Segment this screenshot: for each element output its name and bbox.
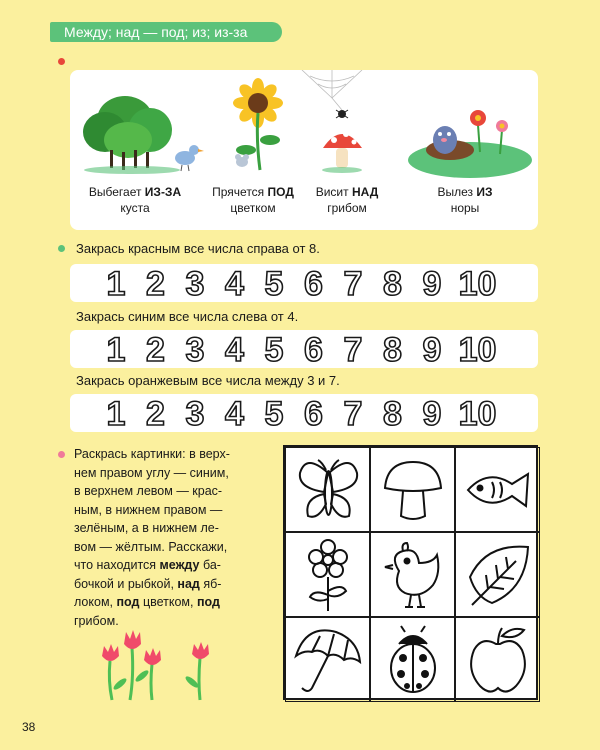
outline-number[interactable]: 10 <box>458 331 497 368</box>
outline-number[interactable]: 6 <box>304 395 323 432</box>
outline-number[interactable]: 6 <box>304 331 323 368</box>
instruction-orange: Закрась оранжевым все числа между 3 и 7. <box>76 373 340 388</box>
outline-number[interactable]: 5 <box>264 265 284 302</box>
mole-hill-icon <box>408 126 532 178</box>
outline-number[interactable]: 6 <box>304 265 323 302</box>
spider-icon <box>336 110 348 118</box>
cell-fish[interactable] <box>455 447 540 532</box>
number-row-3[interactable] <box>70 394 538 432</box>
outline-number[interactable]: 9 <box>422 331 442 368</box>
cell-leaf[interactable] <box>455 532 540 617</box>
outline-number[interactable]: 2 <box>146 395 165 432</box>
chick-icon <box>371 533 456 618</box>
outline-number[interactable]: 7 <box>343 395 363 432</box>
instruction-red: Закрась красным все числа справа от 8. <box>76 241 320 256</box>
bird-icon <box>175 145 204 171</box>
caption-bush: Выбегает ИЗ-ЗА куста <box>88 185 182 215</box>
outline-number[interactable]: 1 <box>106 265 126 302</box>
outline-number[interactable]: 8 <box>383 265 402 302</box>
outline-number[interactable]: 7 <box>343 265 363 302</box>
cell-butterfly[interactable] <box>285 447 370 532</box>
cell-apple[interactable] <box>455 617 540 702</box>
coloring-instructions: Раскрась картинки: в верх- нем правом углу — синим, в верхнем левом — крас- ным, в нижнем правом — зелёным, а в нижнем ле- вом — жёлтым. Расскажи, что находится между ба- бочкой и рыбкой, над яб- локом, под цветком, под грибом. <box>74 447 230 628</box>
cell-umbrella[interactable] <box>285 617 370 702</box>
flower-outline-icon <box>286 533 371 618</box>
ladybug-icon <box>371 618 456 703</box>
section-title: Между; над — под; из; из-за <box>50 22 282 42</box>
cell-ladybug[interactable] <box>370 617 455 702</box>
number-row-1[interactable] <box>70 264 538 302</box>
bullet-green <box>58 245 65 252</box>
fish-icon <box>456 448 541 533</box>
outline-number[interactable]: 1 <box>106 331 126 368</box>
outline-number[interactable]: 2 <box>146 265 165 302</box>
spider-web-icon <box>302 70 362 110</box>
page-number: 38 <box>22 720 36 734</box>
outline-number[interactable]: 4 <box>225 265 244 302</box>
cell-mushroom[interactable] <box>370 447 455 532</box>
butterfly-icon <box>286 448 371 533</box>
outline-number[interactable]: 8 <box>383 395 402 432</box>
outline-number[interactable]: 5 <box>264 395 284 432</box>
umbrella-icon <box>286 618 371 703</box>
outline-number[interactable]: 4 <box>225 331 244 368</box>
bush-icon <box>83 96 180 174</box>
mushroom-icon <box>322 131 362 173</box>
outline-number[interactable]: 2 <box>146 331 165 368</box>
outline-number[interactable]: 1 <box>106 395 126 432</box>
instruction-blue: Закрась синим все числа слева от 4. <box>76 309 299 324</box>
bullet-pink <box>58 451 65 458</box>
outline-number[interactable]: 9 <box>422 395 442 432</box>
number-row-2[interactable] <box>70 330 538 368</box>
coloring-grid <box>283 445 538 700</box>
caption-mushroom: Висит НАД грибом <box>315 185 379 215</box>
caption-burrow: Вылез ИЗ норы <box>437 185 493 215</box>
outline-number[interactable]: 3 <box>185 331 205 368</box>
mushroom-outline-icon <box>371 448 456 533</box>
outline-number[interactable]: 5 <box>264 331 284 368</box>
outline-number[interactable]: 10 <box>458 395 497 432</box>
caption-flower: Прячется ПОД цветком <box>212 185 294 215</box>
cell-flower[interactable] <box>285 532 370 617</box>
outline-number[interactable]: 7 <box>343 331 363 368</box>
leaf-icon <box>456 533 541 618</box>
outline-number[interactable]: 8 <box>383 331 402 368</box>
outline-number[interactable]: 3 <box>185 265 205 302</box>
outline-number[interactable]: 3 <box>185 395 205 432</box>
cell-chick[interactable] <box>370 532 455 617</box>
apple-icon <box>456 618 541 703</box>
outline-number[interactable]: 10 <box>458 265 497 302</box>
tulips-icon <box>90 626 220 702</box>
illustration-card <box>70 70 538 230</box>
outline-number[interactable]: 4 <box>225 395 244 432</box>
mouse-icon <box>235 154 249 167</box>
bullet-red <box>58 58 65 65</box>
outline-number[interactable]: 9 <box>422 265 442 302</box>
